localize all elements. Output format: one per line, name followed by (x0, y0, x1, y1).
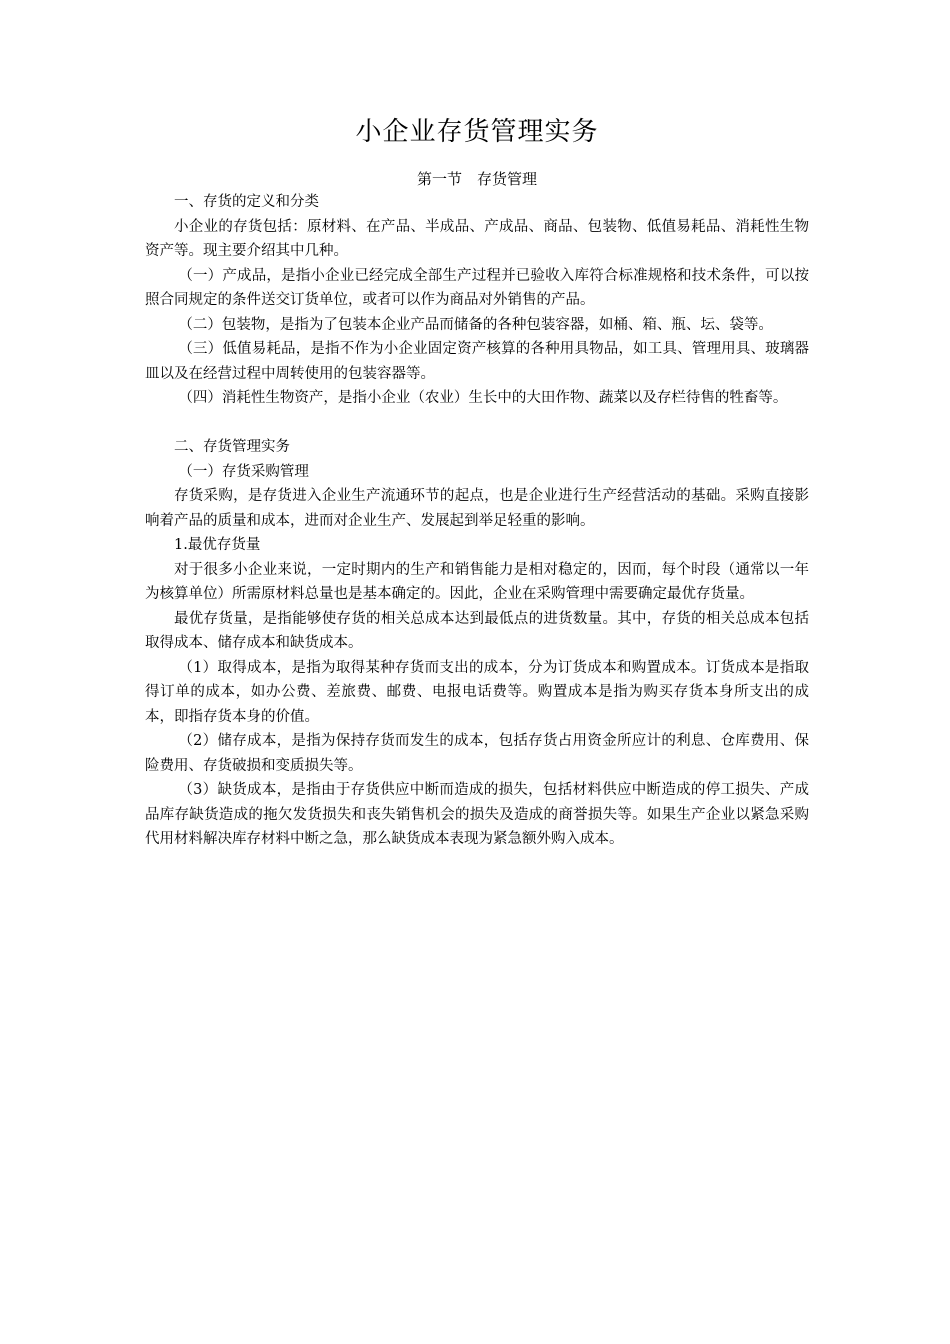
paragraph-spacer (145, 411, 809, 436)
part2-paragraph-storage-cost: （2）储存成本，是指为保持存货而发生的成本，包括存货占用资金所应计的利息、仓库费用、保险费用、存货破损和变质损失等。 (145, 733, 809, 774)
part1-item-low-value-consumables: （三）低值易耗品，是指不作为小企业固定资产核算的各种用具物品，如工具、管理用具、玻璃器皿以及在经营过程中周转使用的包装容器等。 (145, 341, 809, 382)
part2-subheading: （一）存货采购管理 (178, 463, 309, 480)
document-page (145, 0, 809, 852)
part2-point-title: 1.最优存货量 (174, 537, 261, 553)
part2-intro-paragraph: 存货采购，是存货进入企业生产流通环节的起点，也是企业进行生产经营活动的基础。采购直接影响着产品的质量和成本，进而对企业生产、发展起到举足轻重的影响。 (145, 488, 809, 529)
part1-intro-paragraph: 小企业的存货包括：原材料、在产品、半成品、产成品、商品、包装物、低值易耗品、消耗性生物资产等。现主要介绍其中几种。 (145, 218, 809, 259)
part1-heading: 一、存货的定义和分类 (174, 194, 319, 210)
part2-paragraph-shortage-cost: （3）缺货成本，是指由于存货供应中断而造成的损失，包括材料供应中断造成的停工损失、产成品库存缺货造成的拖欠发货损失和丧失销售机会的损失及造成的商誉损失等。如果生产企业以紧急采购代用材料解决库存材料中断之急，那么缺货成本表现为紧急额外购入成本。 (145, 782, 809, 847)
part1-item-biological-assets: （四）消耗性生物资产，是指小企业（农业）生长中的大田作物、蔬菜以及存栏待售的牲畜等。 (178, 390, 788, 406)
section-title: 第一节 存货管理 (416, 170, 537, 188)
part2-paragraph-acquisition-cost: （1）取得成本，是指为取得某种存货而支出的成本，分为订货成本和购置成本。订货成本是指取得订单的成本，如办公费、差旅费、邮费、电报电话费等。购置成本是指为购买存货本身所支出的成本，即指存货本身的价值。 (145, 659, 809, 725)
document-title: 小企业存货管理实务 (355, 117, 599, 147)
part2-paragraph-annual-demand: 对于很多小企业来说，一定时期内的生产和销售能力是相对稳定的，因而，每个时段（通常以一年为核算单位）所需原材料总量也是基本确定的。因此，企业在采购管理中需要确定最优存货量。 (145, 561, 809, 602)
part2-heading: 二、存货管理实务 (174, 439, 290, 455)
part1-item-finished-goods: （一）产成品，是指小企业已经完成全部生产过程并已验收入库符合标准规格和技术条件，可以按照合同规定的条件送交订货单位，或者可以作为商品对外销售的产品。 (145, 267, 809, 308)
part1-item-packaging: （二）包装物，是指为了包装本企业产品而储备的各种包装容器，如桶、箱、瓶、坛、袋等。 (178, 316, 773, 333)
part2-paragraph-optimal-quantity: 最优存货量，是指能够使存货的相关总成本达到最低点的进货数量。其中，存货的相关总成本包括取得成本、储存成本和缺货成本。 (145, 610, 809, 651)
